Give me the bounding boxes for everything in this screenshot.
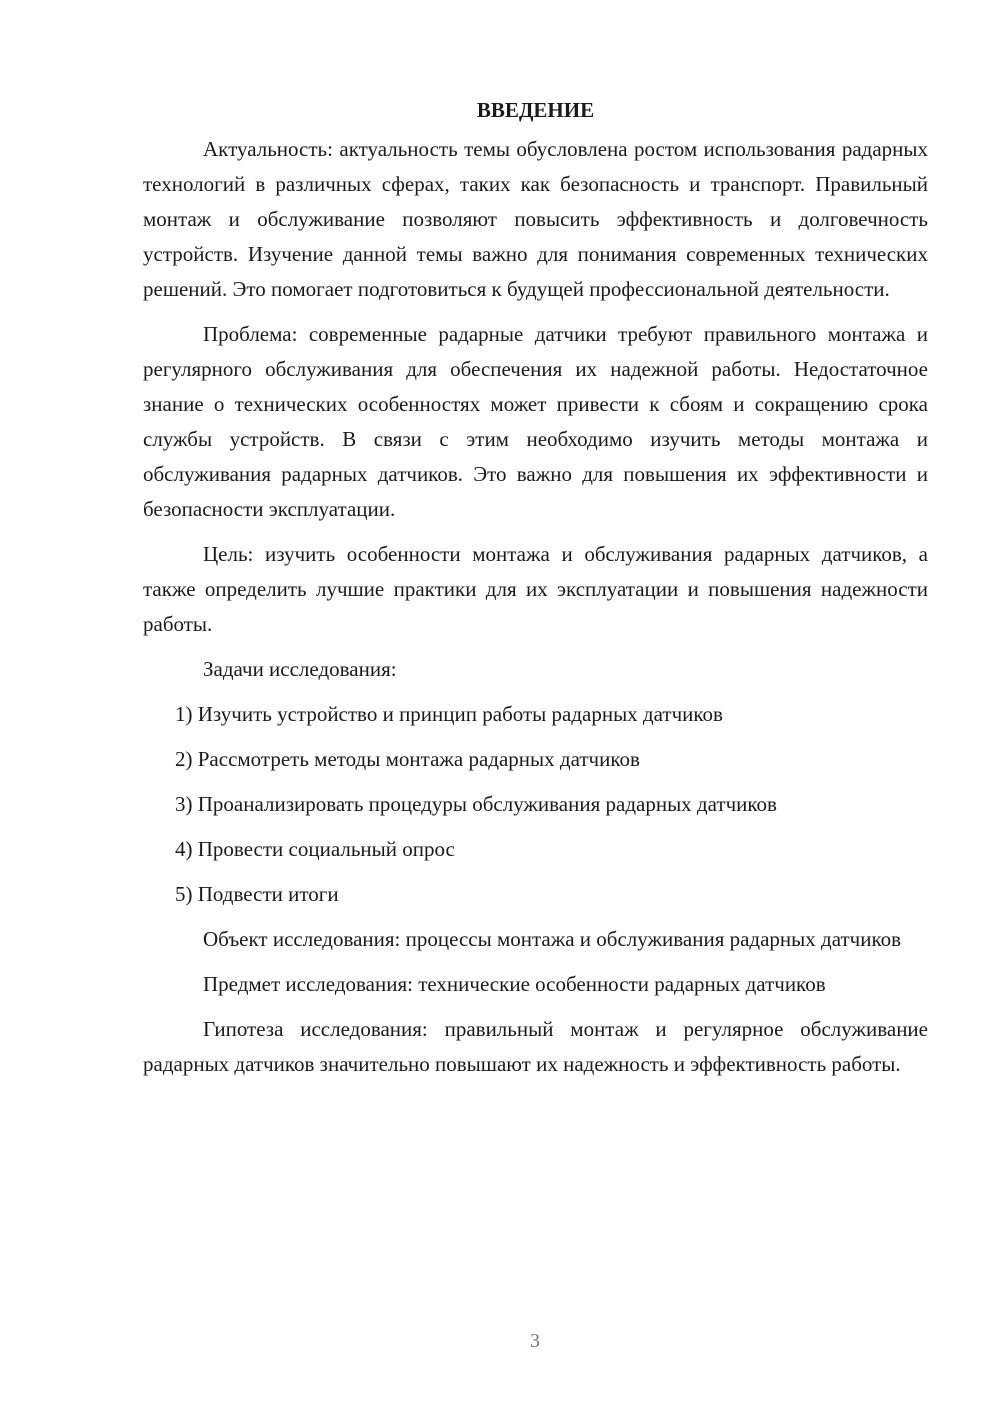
task-item-3: 3) Проанализировать процедуры обслуживания радарных датчиков bbox=[175, 792, 777, 816]
task-list bbox=[143, 697, 928, 912]
task-item-4: 4) Провести социальный опрос bbox=[175, 837, 455, 861]
goal-paragraph: Цель: изучить особенности монтажа и обслуживания радарных датчиков, а также определить лучшие практики для их эксплуатации и повышения надежности работы. bbox=[143, 542, 928, 636]
task-item-1: 1) Изучить устройство и принцип работы радарных датчиков bbox=[175, 702, 723, 726]
document-page bbox=[143, 88, 928, 1092]
hypothesis-paragraph: Гипотеза исследования: правильный монтаж и регулярное обслуживание радарных датчиков значительно повышают их надежность и эффективность работы. bbox=[143, 1017, 928, 1076]
tasks-title: Задачи исследования: bbox=[203, 657, 397, 681]
task-item-2: 2) Рассмотреть методы монтажа радарных датчиков bbox=[175, 747, 640, 771]
page-number: 3 bbox=[530, 1330, 540, 1352]
page-title: ВВЕДЕНИЕ bbox=[476, 98, 595, 122]
relevance-paragraph: Актуальность: актуальность темы обусловлена ростом использования радарных технологий в различных сферах, таких как безопасность и транспорт. Правильный монтаж и обслуживание позволяют повысить эффективность и долговечность устройств. Изучение данной темы важно для понимания современных технических решений. Это помогает подготовиться к будущей профессиональной деятельности. bbox=[143, 137, 928, 301]
task-item-5: 5) Подвести итоги bbox=[175, 882, 339, 906]
subject-paragraph: Предмет исследования: технические особенности радарных датчиков bbox=[203, 972, 826, 996]
problem-paragraph: Проблема: современные радарные датчики требуют правильного монтажа и регулярного обслуживания для обеспечения их надежной работы. Недостаточное знание о технических особенностях может привести к сбоям и сокращению срока службы устройств. В связи с этим необходимо изучить методы монтажа и обслуживания радарных датчиков. Это важно для повышения их эффективности и безопасности эксплуатации. bbox=[143, 322, 928, 521]
object-paragraph: Объект исследования: процессы монтажа и обслуживания радарных датчиков bbox=[203, 927, 902, 951]
